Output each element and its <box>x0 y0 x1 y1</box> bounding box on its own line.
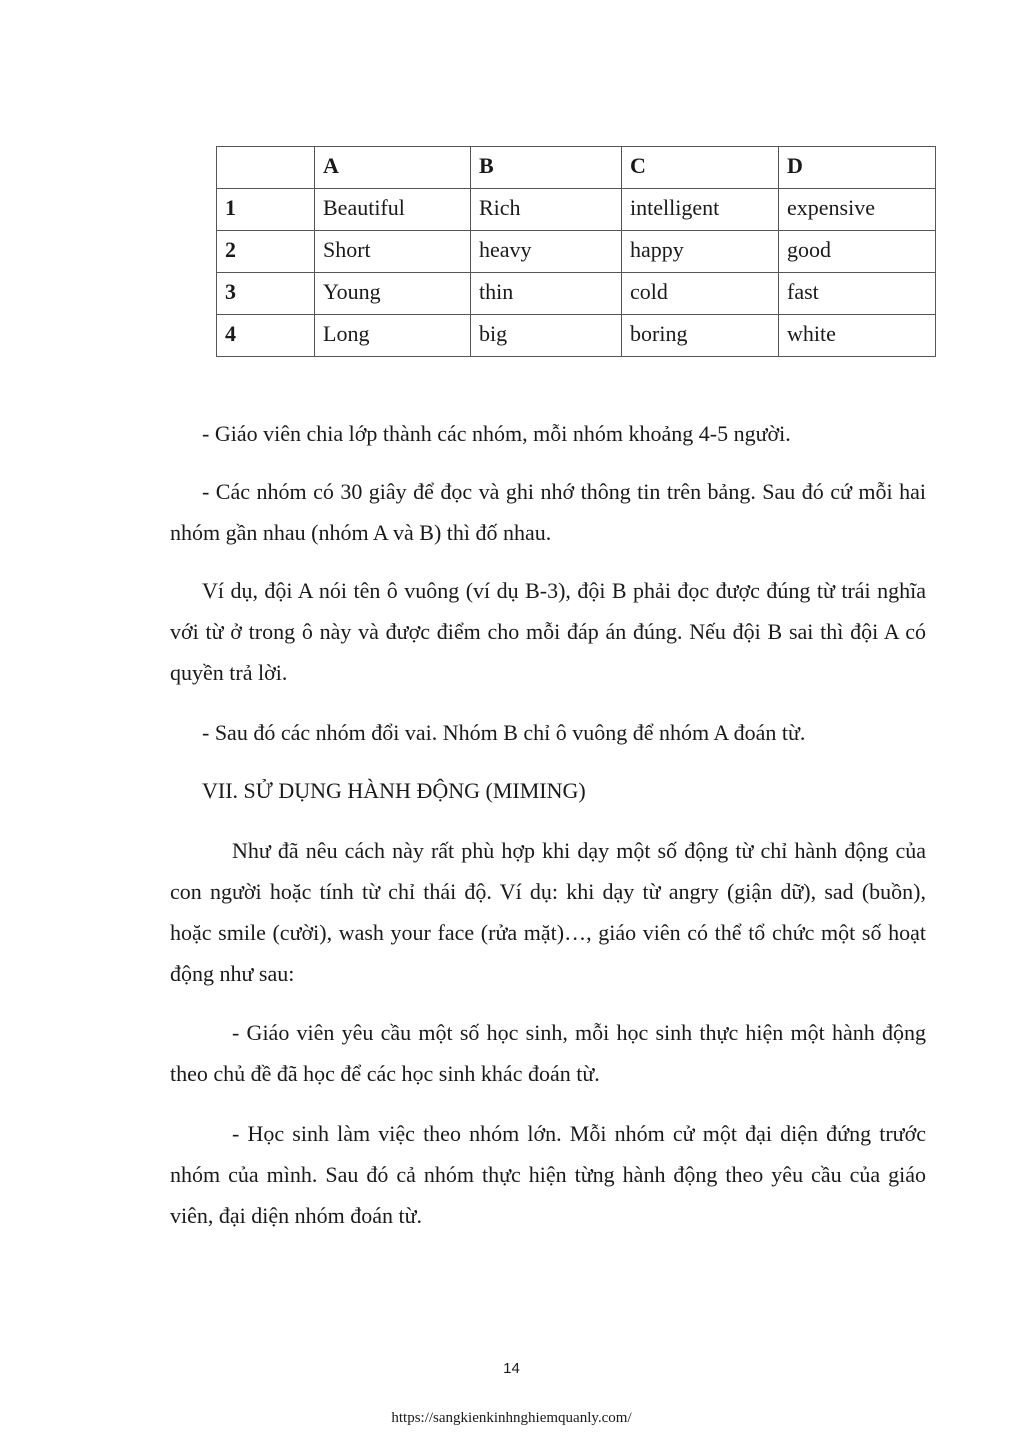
table-cell: big <box>471 315 622 357</box>
table-cell: Short <box>315 231 471 273</box>
table-header-row <box>217 147 936 189</box>
table-cell: cold <box>622 273 779 315</box>
table-cell: boring <box>622 315 779 357</box>
table-cell: good <box>779 231 936 273</box>
header-cell-b: B <box>471 147 622 189</box>
section-heading: VII. SỬ DỤNG HÀNH ĐỘNG (MIMING) <box>202 778 586 803</box>
page-number: 14 <box>503 1360 520 1377</box>
table-row <box>217 315 936 357</box>
table-cell: happy <box>622 231 779 273</box>
paragraph-group-work: - Học sinh làm việc theo nhóm lớn. Mỗi nhóm cử một đại diện đứng trước nhóm của mình. Sau đó cả nhóm thực hiện từng hành động theo yêu cầu của giáo viên, đại diện nhóm đoán từ. <box>170 1121 926 1228</box>
row-label: 1 <box>217 189 315 231</box>
header-cell-corner <box>217 147 315 189</box>
paragraph-miming-intro: Như đã nêu cách này rất phù hợp khi dạy một số động từ chỉ hành động của con người hoặc tính từ chỉ thái độ. Ví dụ: khi dạy từ angry (giận dữ), sad (buồn), hoặc smile (cười), wash your face (rửa mặt)…, giáo viên có thể tổ chức một số hoạt động như sau: <box>170 838 926 986</box>
row-label: 4 <box>217 315 315 357</box>
word-table <box>216 146 936 357</box>
table-cell: Beautiful <box>315 189 471 231</box>
paragraph-group-division: - Giáo viên chia lớp thành các nhóm, mỗi nhóm khoảng 4-5 người. <box>202 421 791 446</box>
table-cell: Long <box>315 315 471 357</box>
table-cell: fast <box>779 273 936 315</box>
table-cell: white <box>779 315 936 357</box>
table-cell: Young <box>315 273 471 315</box>
table-cell: thin <box>471 273 622 315</box>
row-label: 2 <box>217 231 315 273</box>
row-label: 3 <box>217 273 315 315</box>
table-row <box>217 189 936 231</box>
table-row <box>217 273 936 315</box>
table-cell: expensive <box>779 189 936 231</box>
table-row <box>217 231 936 273</box>
paragraph-swap-roles: - Sau đó các nhóm đổi vai. Nhóm B chỉ ô vuông để nhóm A đoán từ. <box>202 720 806 745</box>
table-cell: heavy <box>471 231 622 273</box>
table-cell: intelligent <box>622 189 779 231</box>
paragraph-memorize-board: - Các nhóm có 30 giây để đọc và ghi nhớ thông tin trên bảng. Sau đó cứ mỗi hai nhóm gần nhau (nhóm A và B) thì đố nhau. <box>170 479 926 545</box>
table-cell: Rich <box>471 189 622 231</box>
header-cell-c: C <box>622 147 779 189</box>
footer-url[interactable]: https://sangkienkinhnghiemquanly.com/ <box>391 1410 632 1426</box>
paragraph-teacher-request: - Giáo viên yêu cầu một số học sinh, mỗi học sinh thực hiện một hành động theo chủ đề đã học để các học sinh khác đoán từ. <box>170 1020 926 1086</box>
header-cell-d: D <box>779 147 936 189</box>
paragraph-example: Ví dụ, đội A nói tên ô vuông (ví dụ B-3), đội B phải đọc được đúng từ trái nghĩa với từ ở trong ô này và được điểm cho mỗi đáp án đúng. Nếu đội B sai thì đội A có quyền trả lời. <box>170 578 926 685</box>
header-cell-a: A <box>315 147 471 189</box>
